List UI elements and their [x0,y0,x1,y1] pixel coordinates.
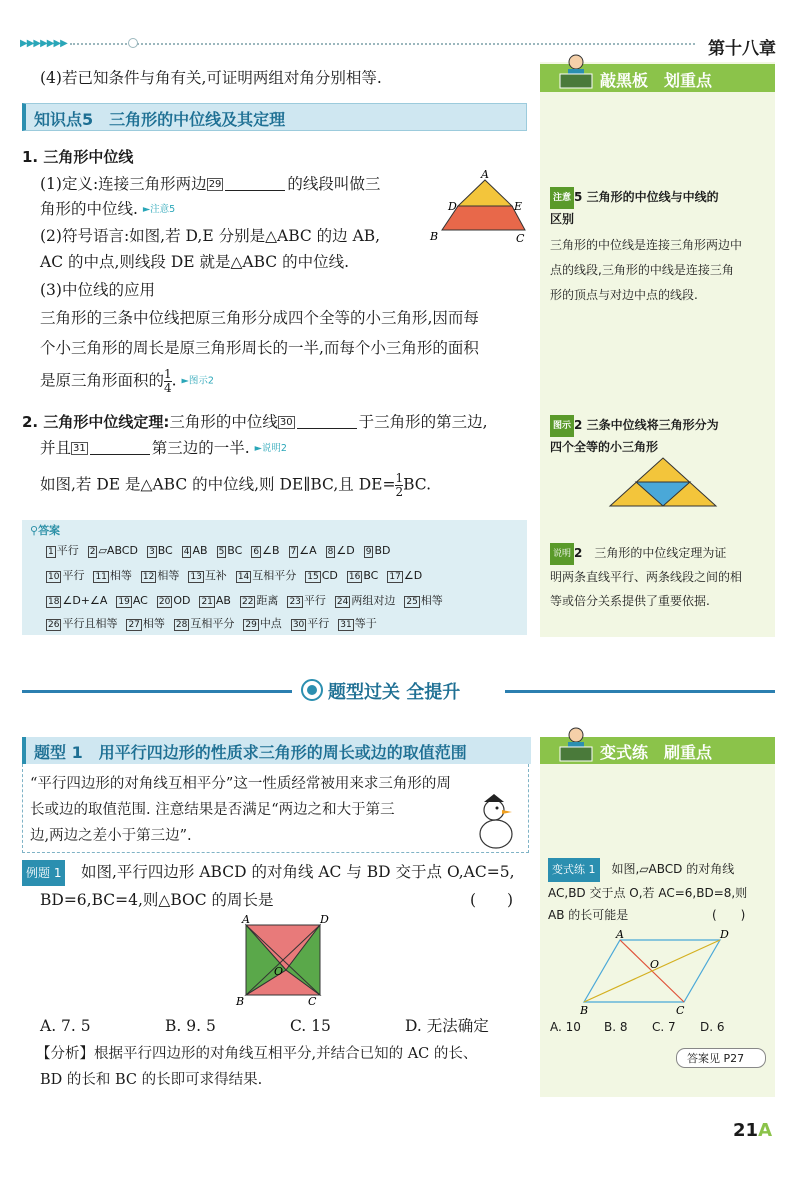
var-label-c: C [676,1004,685,1016]
answer-item [404,594,442,607]
type1-banner [22,737,531,764]
answer-label [30,522,60,538]
answer-item [46,569,84,582]
answer-num: 16 [348,572,361,582]
answer-text: OD [173,594,191,607]
example-line [40,472,431,499]
answer-num: 25 [406,597,418,607]
option-c[interactable]: C. 15 [290,1017,331,1035]
answer-num: 12 [142,572,155,582]
exp-badge: 说明 [550,543,574,565]
answer-text: AB [215,594,231,607]
answer-num: 11 [95,572,107,582]
answer-item [116,594,147,607]
answer-item [240,594,278,607]
answer-num: 17 [389,572,401,582]
answer-text: ∠D [336,544,355,557]
answer-num: 21 [201,597,213,607]
app-line-2: 个小三角形的周长是原三角形周长的一半,而每个小三角形的面积 [40,339,479,357]
answer-item [305,569,338,582]
answer-item [46,594,107,607]
midline-triangle-figure [428,166,528,250]
def-c: 角形的中位线. [40,200,138,218]
header-circle [128,38,138,48]
answer-item [46,544,79,557]
answer-text: 等于 [354,617,377,630]
answer-text: BC [363,569,379,582]
answer-item [217,544,243,557]
answer-text: 中点 [259,617,282,630]
var-label-d: D [720,928,729,941]
thm-line-2 [40,436,287,461]
variant-q-a: 如图,▱ABCD 的对角线 [611,862,735,876]
s2-title-text: 2. 三角形中位线定理: [22,413,170,431]
app-title: (3)中位线的应用 [40,281,155,299]
note-title-a: 三角形的中位线与中线的 [586,190,719,204]
option-b[interactable]: B. 9. 5 [165,1017,216,1035]
analysis-line-1: 【分析】根据平行四边形的对角线互相平分,并结合已知的 AC 的长、 [36,1046,478,1062]
chapter-title: 第十八章 [708,39,776,59]
tri-label-a: A [481,168,489,181]
blank-num-31: 31 [73,443,86,454]
answer-label-text: 答案 [38,524,61,537]
s1-title: 1. 三角形中位线 [22,148,134,166]
note5-title [550,186,719,209]
answer-text: ∠D+∠A [62,594,108,607]
answer-ref-button[interactable] [676,1048,766,1068]
variant1-line-3: AB 的长可能是 [548,908,629,922]
answer-item [236,569,296,582]
answer-item [188,569,226,582]
answer-item [93,569,131,582]
answer-item [364,544,391,557]
answer-text: 平行 [62,569,85,582]
answer-item [243,617,281,630]
frac-num: 1 [164,367,172,381]
divider-line-right [505,690,775,693]
teacher-icon [558,52,594,92]
answer-text: ∠D [403,569,423,582]
answer-num: 14 [237,572,250,582]
variant1-paren: ( ) [712,908,746,922]
app-line-3 [40,368,214,395]
answer-num: 10 [48,572,60,582]
type1-title: 题型 1 用平行四边形的性质求三角形的周长或边的取值范围 [34,743,467,762]
s2-title [22,410,488,434]
answer-row-2 [46,567,431,583]
ex-a: 如图,若 DE 是△ABC 的中位线,则 DE∥BC,且 DE= [40,475,396,494]
sym-line-1: (2)符号语言:如图,若 D,E 分别是△ABC 的边 AB, [40,227,381,245]
thm-b: 于三角形的第三边, [358,413,488,431]
answer-num: 5 [218,547,225,557]
answer-text: 互相平分 [190,617,235,630]
para-label-o: O [274,965,284,978]
exp2-line-3: 等或倍分关系提供了重要依据. [550,594,710,608]
answer-item [347,569,379,582]
ex-b: BC. [403,475,431,494]
kp5-banner [22,103,527,131]
answer-ref-text: 答案见 P27 [687,1052,745,1065]
tag-note5: ►注意5 [142,204,176,215]
student-icon [558,725,594,765]
answer-text: 平行 [303,594,326,607]
answer-num: 19 [118,597,130,607]
answer-num: 1 [48,547,54,557]
answer-item [88,544,138,557]
answer-item [182,544,208,557]
parallelogram-figure [230,913,340,1008]
note-badge: 注意 [550,187,574,209]
answer-text: ▱ABCD [98,544,138,557]
answer-item [335,594,395,607]
answer-text: 互相平分 [252,569,297,582]
exp2-line-1 [550,542,726,565]
answer-text: BD [374,544,391,557]
answer-item [157,594,191,607]
answer-text: 两组对边 [351,594,396,607]
answer-text: 平行 [56,544,79,557]
answer-text: BC [227,544,243,557]
answer-num: 6 [253,547,260,557]
fig-num: 2 [574,418,583,432]
sidebar2-header-text: 变式练 刷重点 [600,743,713,762]
exp-num: 2 [574,546,583,560]
answer-text: AC [132,594,148,607]
var-label-o: O [650,958,660,971]
answer-text: 平行且相等 [62,617,118,630]
answer-num: 18 [48,597,60,607]
ex-den: 2 [395,485,404,499]
variant-option-b[interactable]: B. 8 [604,1020,628,1034]
q-a: 如图,平行四边形 ABCD 的对角线 AC 与 BD 交于点 O,AC=5, [81,863,515,881]
para-label-d: D [320,913,329,926]
app-line-1: 三角形的三条中位线把原三角形分成四个全等的小三角形,因而每 [40,309,479,327]
answer-num: 31 [340,620,352,630]
variant-badge [548,858,600,882]
answer-item [287,594,325,607]
note5-line-2: 点的线段,三角形的中线是连接三角 [550,263,734,277]
answer-num: 29 [245,620,257,630]
thm-c: 并且 [40,439,72,457]
answer-item [199,594,231,607]
para-label-c: C [308,995,317,1008]
page-number-text: 21 [733,1120,759,1141]
four-triangles-figure [608,456,718,508]
note5-line-3: 形的顶点与对边中点的线段. [550,288,698,302]
answer-num: 15 [307,572,319,582]
answer-item [174,617,234,630]
answer-item [46,617,117,630]
sym-line-2: AC 的中点,则线段 DE 就是△ABC 的中位线. [40,253,350,271]
blank-30 [297,412,357,429]
tip-line-3: 边,两边之差小于第三边”. [30,828,192,844]
note5-title-2: 区别 [550,212,575,226]
answer-text: ∠A [299,544,317,557]
answer-num: 9 [365,547,372,557]
app-c-end: . [171,371,177,390]
tip-line-1: “平行四边形的对角线互相平分”这一性质经常被用来求三角形的周 [30,776,451,792]
answer-text: CD [321,569,338,582]
answer-text: AB [192,544,208,557]
analysis-line-2: BD 的长和 BC 的长即可求得结果. [40,1072,263,1088]
sidebar-header-text: 敲黑板 划重点 [600,71,713,90]
sidebar2-header [540,737,775,764]
example1-paren: ( ) [470,891,514,909]
variant1-line-1 [548,858,734,882]
header-arrows: ▶▶▶▶▶▶▶ [20,38,67,49]
answer-item [251,544,279,557]
answer-num: 13 [190,572,202,582]
answer-item [387,569,422,582]
example-badge-num: 1 [53,866,62,880]
answer-num: 8 [327,547,334,557]
variant-option-a[interactable]: A. 10 [550,1020,581,1034]
answer-num: 23 [289,597,301,607]
answer-num: 26 [48,620,60,630]
note5-line-1: 三角形的中位线是连接三角形两边中 [550,238,743,252]
def-a: (1)定义:连接三角形两边 [40,175,207,193]
thm-d: 第三边的一半. [151,439,250,457]
answer-item [326,544,355,557]
answer-item [126,617,164,630]
answer-text: BC [157,544,173,557]
answer-num: 4 [183,547,190,557]
blank-29 [225,174,285,191]
example1-line-1 [22,860,515,886]
answer-text: 相等 [420,594,443,607]
example-badge-text: 例题 [26,866,51,880]
header-dotted-line [70,43,695,45]
frac-den: 4 [164,381,172,395]
answer-text: 相等 [142,617,165,630]
variant1-line-2: AC,BD 交于点 O,若 AC=6,BD=8,则 [548,886,748,900]
answer-text: 相等 [157,569,180,582]
divider-title [300,676,500,704]
tri-label-d: D [448,200,457,213]
note-num: 5 [574,190,583,204]
example-badge [22,860,65,886]
answer-item [289,544,317,557]
answer-text: 平行 [307,617,330,630]
def-b: 的线段叫做三 [287,175,381,193]
answer-num: 7 [290,547,297,557]
fig-badge: 图示 [550,415,574,437]
answer-item [141,569,179,582]
variant-parallelogram-figure [580,928,730,1016]
para-label-b: B [236,995,245,1008]
page-number [733,1120,772,1141]
fraction-half [395,472,403,499]
blank-31 [90,438,150,455]
answer-text: ∠B [262,544,280,557]
example1-line-2: BD=6,BC=4,则△BOC 的周长是 [40,891,274,909]
variant-badge-text: 变式练 [552,863,585,876]
blank-num-30: 30 [279,417,293,428]
answer-item [338,617,376,630]
app-c: 是原三角形面积的 [40,371,165,390]
fig-title-a: 三条中位线将三角形分为 [586,418,719,432]
target-icon [300,678,324,702]
answer-num: 3 [148,547,155,557]
answer-num: 24 [336,597,349,607]
answer-text: 距离 [256,594,279,607]
tri-label-c: C [516,232,525,245]
key-icon: ⚲ [30,524,39,537]
variant-option-c[interactable]: C. 7 [652,1020,676,1034]
var-label-a: A [616,928,624,941]
var-label-b: B [580,1004,589,1016]
answer-num: 27 [128,620,140,630]
tag-exp2: ►说明2 [254,443,287,454]
exp-a: 三角形的中位线定理为证 [594,546,727,560]
tip-line-2: 长或边的取值范围. 注意结果是否满足“两边之和大于第三 [30,802,395,818]
option-d[interactable]: D. 无法确定 [405,1017,489,1035]
divider-title-text: 题型过关 全提升 [328,682,461,703]
exp2-line-2: 明两条直线平行、两条线段之间的相 [550,570,743,584]
answer-text: 互补 [204,569,227,582]
variant-badge-num: 1 [588,863,596,876]
thm-a: 三角形的中位线 [169,413,278,431]
top-line: (4)若已知条件与角有关,可证明两组对角分别相等. [40,69,382,87]
tri-label-b: B [430,230,439,243]
ex-num: 1 [395,471,404,485]
answer-item [147,544,173,557]
answer-text: 相等 [109,569,132,582]
answer-num: 28 [175,620,188,630]
duck-mascot-icon [470,794,520,852]
answer-row-3 [46,592,452,608]
answer-num: 30 [292,620,305,630]
answer-row-1 [46,542,399,558]
answer-item [291,617,329,630]
tri-label-e: E [514,200,523,213]
divider-line-left [22,690,292,693]
blank-num-29: 29 [208,179,222,190]
answer-row-4 [46,615,386,631]
fraction-quarter [164,368,172,395]
answer-num: 20 [158,597,171,607]
def-line-1 [40,172,380,196]
answer-num: 22 [241,597,254,607]
page-logo-icon: A [758,1120,772,1141]
answer-num: 2 [89,547,96,557]
variant-option-d[interactable]: D. 6 [700,1020,725,1034]
def-line-2 [40,197,175,222]
option-a[interactable]: A. 7. 5 [40,1017,91,1035]
para-label-a: A [242,913,250,926]
sidebar-header [540,64,775,92]
fig2-title [550,414,719,437]
kp5-title: 知识点5 三角形的中位线及其定理 [34,110,286,129]
tag-fig2: ►图示2 [181,375,214,387]
fig2-title-2: 四个全等的小三角形 [550,440,659,454]
